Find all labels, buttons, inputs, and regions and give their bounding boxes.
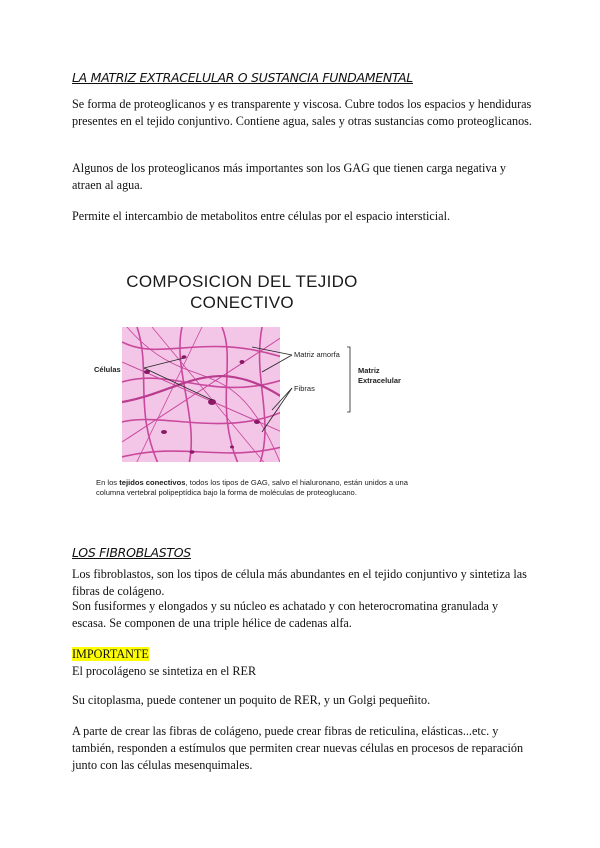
label-extracelular: Extracelular (358, 376, 401, 385)
label-matriz-amorfa: Matriz amorfa (294, 350, 340, 359)
paragraph-matriz-3: Permite el intercambio de metabolitos entre células por el espacio intersticial. (72, 209, 451, 223)
label-matriz: Matriz (358, 366, 380, 375)
figure-caption: En los tejidos conectivos, todos los tipos de GAG, salvo el hialuronano, están unidos a una columna vertebral polipeptídica bajo la forma de moléculas de proteoglucano. (96, 478, 408, 497)
label-celulas: Células (94, 365, 121, 374)
paragraph-matriz-2: Algunos de los proteoglicanos más importantes son los GAG que tienen carga negativa y atraen al agua. (72, 161, 507, 192)
label-fibras: Fibras (294, 384, 315, 393)
figure-title-line2: CONECTIVO (190, 293, 294, 312)
figure-composicion-tejido (92, 262, 432, 517)
important-text: El procolágeno se sintetiza en el RER (72, 664, 257, 678)
paragraph-matriz-1: Se forma de proteoglicanos y es transparente y viscosa. Cubre todos los espacios y hendiduras presentes en el tejido conjuntivo. Contiene agua, sales y otras sustancias como proteoglicanos. (72, 97, 532, 128)
paragraph-fibroblastos-1: Los fibroblastos, son los tipos de célula más abundantes en el tejido conjuntivo y sintetiza las fibras de colágeno. (72, 567, 527, 598)
figure-title-line1: COMPOSICION DEL TEJIDO (126, 272, 358, 291)
important-label: IMPORTANTE (72, 647, 149, 661)
section-heading-matriz: LA MATRIZ EXTRACELULAR O SUSTANCIA FUNDAMENTAL (72, 70, 413, 85)
paragraph-fibroblastos-2: Son fusiformes y elongados y su núcleo es achatado y con heterocromatina granulada y escasa. Se componen de una triple hélice de cadenas alfa. (72, 599, 499, 630)
tissue-micrograph (92, 262, 432, 462)
paragraph-fibroblastos-4: A parte de crear las fibras de colágeno, puede crear fibras de reticulina, elásticas...etc. y también, responden a estímulos que permiten crear nuevas células en procesos de reparación junto con las células mesenquimales. (72, 724, 524, 772)
paragraph-fibroblastos-3: Su citoplasma, puede contener un poquito de RER, y un Golgi pequeñito. (72, 693, 431, 707)
section-heading-fibroblastos: LOS FIBROBLASTOS (72, 545, 191, 560)
